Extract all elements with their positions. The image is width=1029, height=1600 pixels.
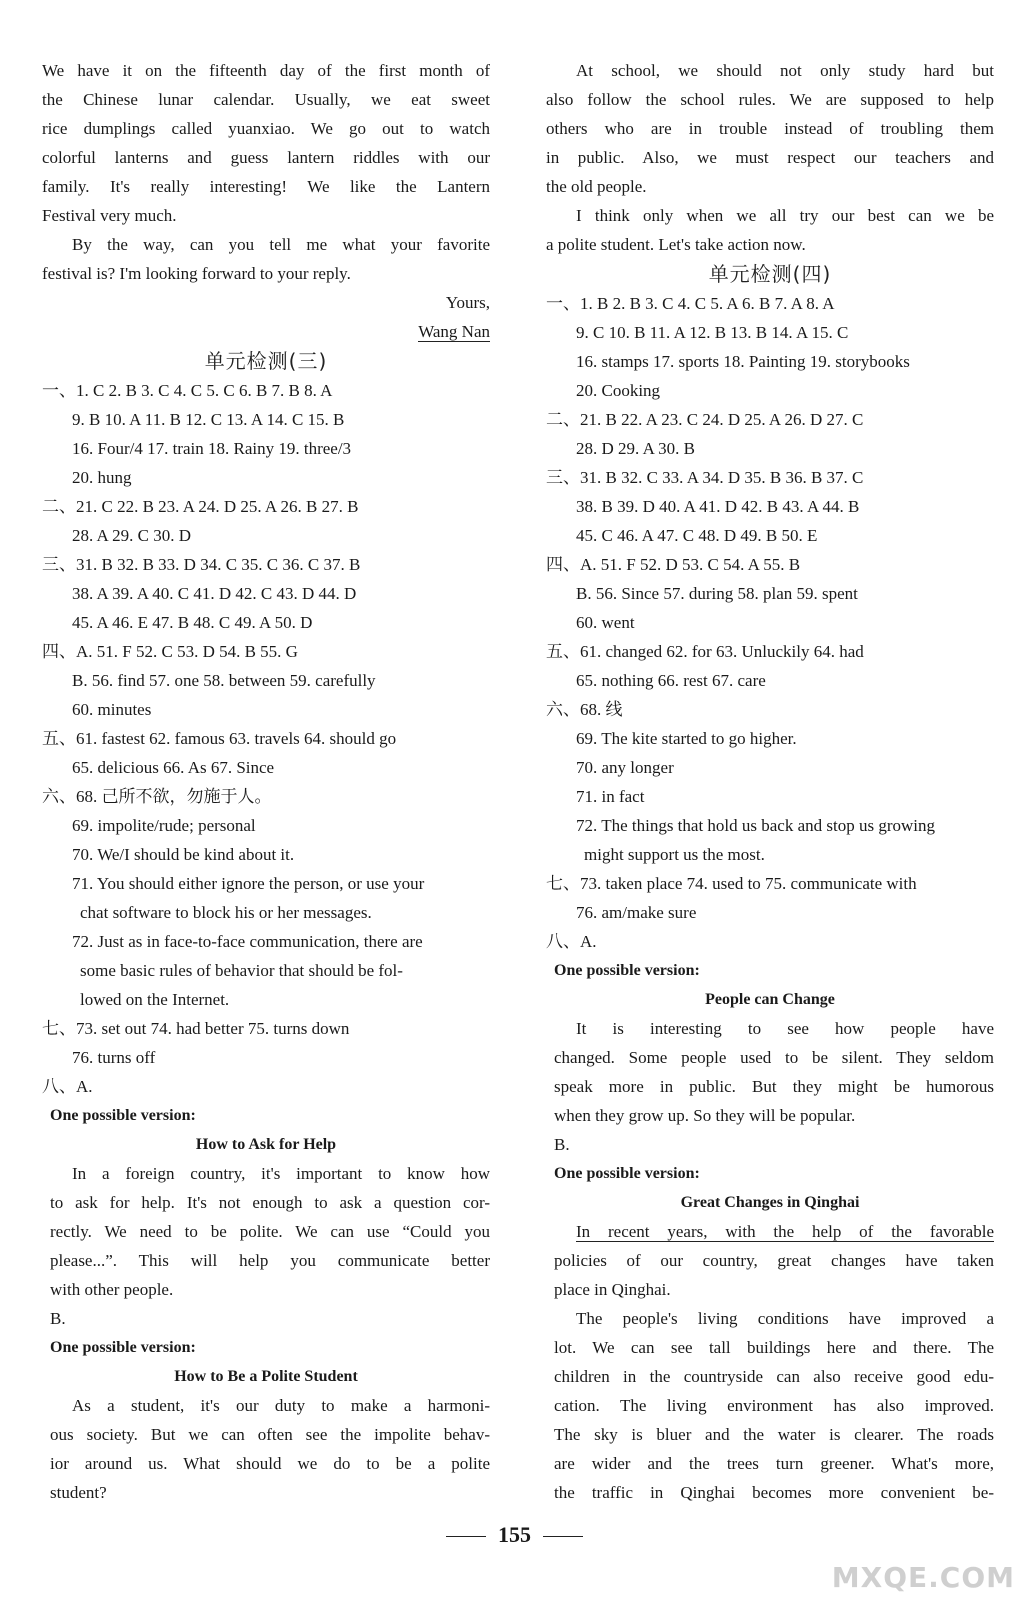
answer-line: 72. The things that hold us back and stop us growing <box>576 816 936 835</box>
text-line: in public. Also, we must respect our teachers and <box>546 148 994 167</box>
signature-text: Wang Nan <box>418 322 490 341</box>
answer-line: B. 56. find 57. one 58. between 59. carefully <box>72 671 376 690</box>
text-line: ous society. But we can often see the impolite behav- <box>50 1425 490 1444</box>
answer-line: 70. any longer <box>576 758 674 777</box>
answer-line: 二、21. B 22. A 23. C 24. D 25. A 26. D 27. C <box>546 410 864 429</box>
essay-body <box>42 1391 490 1507</box>
version-label: One possible version: <box>50 1339 196 1356</box>
answer-line: 70. We/I should be kind about it. <box>72 845 295 864</box>
text-line <box>546 1217 994 1246</box>
text-line: to ask for help. It's not enough to ask a question cor- <box>50 1193 490 1212</box>
answer-line: 四、A. 51. F 52. D 53. C 54. A 55. B <box>546 555 801 574</box>
text-line: Festival very much. <box>42 206 177 225</box>
answer-line: 三、31. B 32. B 33. D 34. C 35. C 36. C 37. B <box>42 555 361 574</box>
page-number-dash-left <box>446 1536 486 1537</box>
answer-line: 四、A. 51. F 52. C 53. D 54. B 55. G <box>42 642 298 661</box>
text-line: with other people. <box>50 1280 174 1299</box>
text-line: cation. The living environment has also improved. <box>554 1396 994 1415</box>
answer-line: lowed on the Internet. <box>80 990 230 1009</box>
answer-line: 一、1. C 2. B 3. C 4. C 5. C 6. B 7. B 8. A <box>42 381 333 400</box>
answer-line: 9. B 10. A 11. B 12. C 13. A 14. C 15. B <box>72 410 345 429</box>
underlined-phrase: In recent years, with the help of the favorable <box>576 1222 994 1241</box>
text-line: rice dumplings called yuanxiao. We go out to watch <box>42 119 490 138</box>
essay-title: Great Changes in Qinghai <box>680 1194 860 1211</box>
left-column <box>42 56 490 1507</box>
text-line: festival is? I'm looking forward to your reply. <box>42 264 351 283</box>
text-line: policies of our country, great changes have taken <box>554 1251 994 1270</box>
answer-line: 69. The kite started to go higher. <box>576 729 797 748</box>
answer-line: 76. turns off <box>72 1048 156 1067</box>
text-line: the traffic in Qinghai becomes more convenient be- <box>554 1483 994 1502</box>
unit4-title: 单元检测(四) <box>708 262 832 286</box>
text-line: place in Qinghai. <box>554 1280 671 1299</box>
text-line: We have it on the fifteenth day of the first month of <box>42 61 490 80</box>
essay-title: How to Be a Polite Student <box>174 1368 358 1385</box>
answer-line: 60. went <box>576 613 635 632</box>
unit3-title: 单元检测(三) <box>204 349 328 373</box>
essay-body <box>546 1217 994 1507</box>
unit4-answer-key <box>546 289 994 956</box>
answer-line: 72. Just as in face-to-face communication, there are <box>72 932 423 951</box>
answer-line: 三、31. B 32. C 33. A 34. D 35. B 36. B 37. C <box>546 468 864 487</box>
essay-body <box>546 1014 994 1130</box>
text-line: By the way, can you tell me what your favorite <box>72 235 490 254</box>
answer-line: chat software to block his or her messages. <box>80 903 372 922</box>
text-line: family. It's really interesting! We like the Lantern <box>42 177 490 196</box>
answer-line: might support us the most. <box>584 845 765 864</box>
answer-line: 9. C 10. B 11. A 12. B 13. B 14. A 15. C <box>576 323 849 342</box>
answer-line: 38. A 39. A 40. C 41. D 42. C 43. D 44. D <box>72 584 357 603</box>
version-label: One possible version: <box>554 962 700 979</box>
text-line: At school, we should not only study hard but <box>576 61 994 80</box>
page-number-dash-right <box>543 1536 583 1537</box>
answer-line: 45. A 46. E 47. B 48. C 49. A 50. D <box>72 613 313 632</box>
answer-line: 二、21. C 22. B 23. A 24. D 25. A 26. B 27. B <box>42 497 359 516</box>
version-label: One possible version: <box>554 1165 700 1182</box>
answer-line: 60. minutes <box>72 700 152 719</box>
answer-line: 16. Four/4 17. train 18. Rainy 19. three/3 <box>72 439 352 458</box>
answer-line: 71. in fact <box>576 787 645 806</box>
essay-body <box>42 1159 490 1304</box>
section-b-label: B. <box>50 1309 66 1328</box>
answer-line: 五、61. fastest 62. famous 63. travels 64. should go <box>42 729 397 748</box>
text-line: lot. We can see tall buildings here and there. The <box>554 1338 994 1357</box>
text-line: children in the countryside can also receive good edu- <box>554 1367 994 1386</box>
text-line: rectly. We need to be polite. We can use “Could you <box>50 1222 490 1241</box>
letter-signature <box>42 317 490 346</box>
unit3-answer-key <box>42 376 490 1101</box>
text-line: changed. Some people used to be silent. They seldom <box>554 1048 994 1067</box>
text-line: when they grow up. So they will be popular. <box>554 1106 856 1125</box>
text-line: a polite student. Let's take action now. <box>546 235 806 254</box>
answer-line: 65. nothing 66. rest 67. care <box>576 671 766 690</box>
essay-title: How to Ask for Help <box>195 1136 337 1153</box>
answer-line: 八、A. <box>546 932 597 951</box>
answer-line: 76. am/make sure <box>576 903 697 922</box>
answer-line: 28. A 29. C 30. D <box>72 526 192 545</box>
text-line: the old people. <box>546 177 647 196</box>
text-line: The sky is bluer and the water is clearer. The roads <box>554 1425 994 1444</box>
watermark: MXQE.COM <box>831 1561 1015 1594</box>
version-label: One possible version: <box>50 1107 196 1124</box>
answer-line: 65. delicious 66. As 67. Since <box>72 758 275 777</box>
answer-line: some basic rules of behavior that should be fol- <box>80 961 403 980</box>
answer-line: 28. D 29. A 30. B <box>576 439 696 458</box>
answer-line: 69. impolite/rude; personal <box>72 816 256 835</box>
text-line: others who are in trouble instead of troubling them <box>546 119 994 138</box>
text-line: In a foreign country, it's important to know how <box>72 1164 490 1183</box>
letter-signoff: Yours, <box>445 293 490 312</box>
text-line: are wider and the trees turn greener. What's more, <box>554 1454 994 1473</box>
answer-line: B. 56. Since 57. during 58. plan 59. spent <box>576 584 858 603</box>
answer-line: 一、1. B 2. B 3. C 4. C 5. A 6. B 7. A 8. A <box>546 294 835 313</box>
page-number <box>0 1522 1029 1548</box>
answer-line: 八、A. <box>42 1077 93 1096</box>
text-line: speak more in public. But they might be humorous <box>554 1077 994 1096</box>
text-line: student? <box>50 1483 107 1502</box>
section-b-label: B. <box>554 1135 570 1154</box>
letter-paragraph-2 <box>42 230 490 288</box>
answer-line: 20. hung <box>72 468 132 487</box>
text-line: It is interesting to see how people have <box>576 1019 994 1038</box>
letter-paragraph <box>42 56 490 230</box>
answer-line: 七、73. taken place 74. used to 75. communicate with <box>546 874 917 893</box>
essay-continuation <box>546 56 994 259</box>
answer-line: 16. stamps 17. sports 18. Painting 19. storybooks <box>576 352 910 371</box>
text-line: also follow the school rules. We are supposed to help <box>546 90 994 109</box>
text-line: the Chinese lunar calendar. Usually, we eat sweet <box>42 90 490 109</box>
essay-title: People can Change <box>705 991 835 1008</box>
text-line: The people's living conditions have improved a <box>576 1309 994 1328</box>
text-line: I think only when we all try our best can we be <box>576 206 994 225</box>
text-line: As a student, it's our duty to make a harmoni- <box>72 1396 490 1415</box>
text-line: please...”. This will help you communicate better <box>50 1251 490 1270</box>
right-column <box>546 56 994 1507</box>
text-line: colorful lanterns and guess lantern riddles with our <box>42 148 490 167</box>
answer-line: 七、73. set out 74. had better 75. turns down <box>42 1019 350 1038</box>
page-number-text: 155 <box>498 1522 531 1547</box>
text-line: ior around us. What should we do to be a polite <box>50 1454 490 1473</box>
answer-line: 六、68. 己所不欲，勿施于人。 <box>42 787 272 806</box>
answer-line: 六、68. 线 <box>546 700 623 719</box>
answer-line: 20. Cooking <box>576 381 661 400</box>
answer-line: 38. B 39. D 40. A 41. D 42. B 43. A 44. B <box>576 497 860 516</box>
answer-line: 71. You should either ignore the person, or use your <box>72 874 425 893</box>
answer-line: 45. C 46. A 47. C 48. D 49. B 50. E <box>576 526 818 545</box>
answer-line: 五、61. changed 62. for 63. Unluckily 64. had <box>546 642 864 661</box>
